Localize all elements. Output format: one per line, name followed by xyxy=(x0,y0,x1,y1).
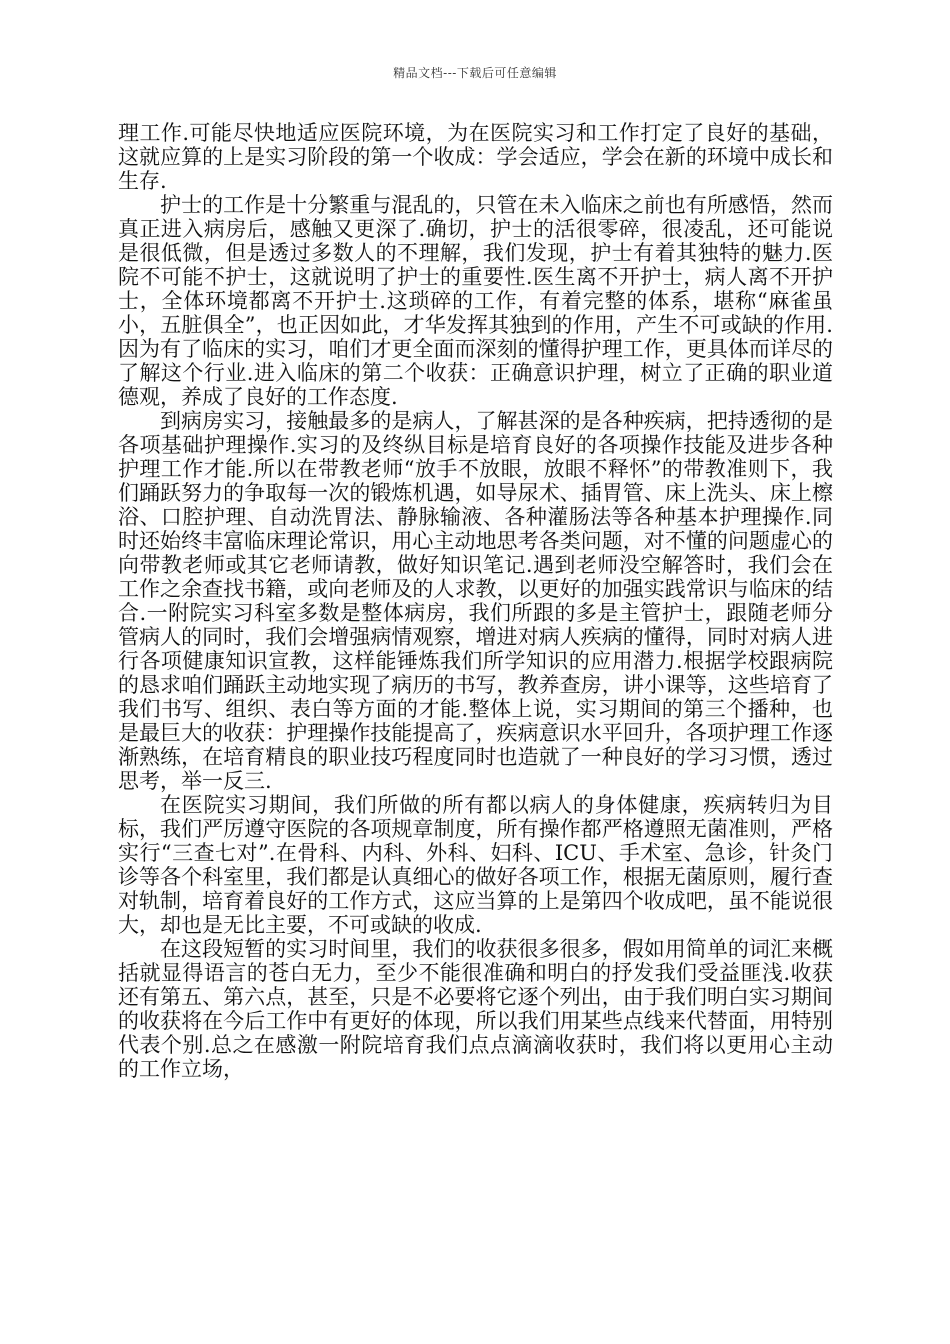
paragraph: 在医院实习期间，我们所做的所有都以病人的身体健康，疾病转归为目标，我们严厉遵守医院的各项规章制度，所有操作都严格遵照无菌准则，严格实行“三查七对”.在骨科、内科、外科、妇科、ICU、手术室、急诊，针灸门诊等各个科室里，我们都是认真细心的做好各项工作，根据无菌原则，履行查对轨制，培育着良好的工作方式，这应当算的上是第四个收成吧，虽不能说很大，却也是无比主要，不可或缺的收成. xyxy=(118,793,833,937)
paragraph: 在这段短暂的实习时间里，我们的收获很多很多，假如用简单的词汇来概括就显得语言的苍白无力，至少不能很准确和明白的抒发我们受益匪浅.收获还有第五、第六点，甚至，只是不必要将它逐个列出，由于我们明白实习期间的收获将在今后工作中有更好的体现，所以我们用某些点线来代替面，用特别代表个别.总之在感激一附院培育我们点点滴滴收获时，我们将以更用心主动的工作立场， xyxy=(118,937,833,1081)
page-header: 精品文档---下载后可任意编辑 xyxy=(393,66,557,80)
paragraph-continuation: 理工作.可能尽快地适应医院环境，为在医院实习和工作打定了良好的基础，这就应算的上是实习阶段的第一个收成：学会适应，学会在新的环境中成长和生存. xyxy=(118,121,833,193)
paragraph: 到病房实习，接触最多的是病人，了解甚深的是各种疾病，把持透彻的是各项基础护理操作.实习的及终纵目标是培育良好的各项操作技能及进步各种护理工作才能.所以在带教老师“放手不放眼，放眼不释怀”的带教准则下，我们踊跃努力的争取每一次的锻炼机遇，如导尿术、插胃管、床上洗头、床上檫浴、口腔护理、自动洗胃法、静脉输液、各种灌肠法等各种基本护理操作.同时还始终丰富临床理论常识，用心主动地思考各类问题，对不懂的问题虚心的向带教老师或其它老师请教，做好知识笔记.遇到老师没空解答时，我们会在工作之余查找书籍，或向老师及的人求教，以更好的加强实践常识与临床的结合.一附院实习科室多数是整体病房，我们所跟的多是主管护士，跟随老师分管病人的同时，我们会增强病情观察，增进对病人疾病的懂得，同时对病人进行各项健康知识宣教，这样能锤炼我们所学知识的应用潜力.根据学校跟病院的恳求咱们踊跃主动地实现了病历的书写，教养查房，讲小课等，这些培育了我们书写、组织、表白等方面的才能.整体上说，实习期间的第三个播种，也是最巨大的收获：护理操作技能提高了，疾病意识水平回升，各项护理工作逐渐熟练，在培育精良的职业技巧程度同时也造就了一种良好的学习习惯，透过思考，举一反三. xyxy=(118,409,833,793)
paragraph: 护士的工作是十分繁重与混乱的，只管在未入临床之前也有所感悟，然而真正进入病房后，感触又更深了.确切，护士的活很零碎，很凌乱，还可能说是很低微，但是透过多数人的不理解，我们发现，护士有着其独特的魅力.医院不可能不护士，这就说明了护士的重要性.医生离不开护士，病人离不开护士，全体环境都离不开护士.这琐碎的工作，有着完整的体系，堪称“麻雀虽小，五脏俱全”，也正因如此，才华发挥其独到的作用，产生不可或缺的作用.因为有了临床的实习，咱们才更全面而深刻的懂得护理工作，更具体而详尽的了解这个行业.进入临床的第二个收获：正确意识护理，树立了正确的职业道德观，养成了良好的工作态度. xyxy=(118,193,833,409)
document-body xyxy=(118,121,833,1081)
